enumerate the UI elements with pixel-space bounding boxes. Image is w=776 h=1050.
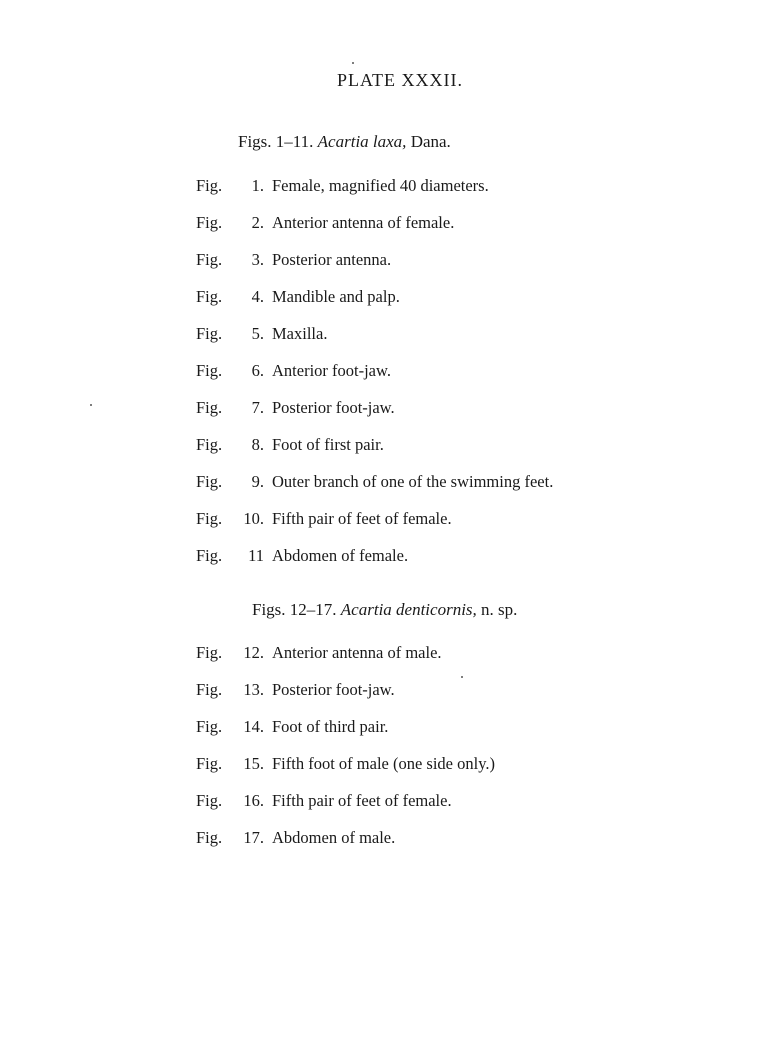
fig-number: 16. xyxy=(243,791,264,810)
fig-description: Abdomen of male. xyxy=(272,828,396,847)
figure-entry xyxy=(196,546,553,583)
print-speck xyxy=(461,676,463,678)
fig-number: 15. xyxy=(243,754,264,773)
fig-number: 1. xyxy=(251,176,264,195)
figure-range: Figs. 1–11. xyxy=(238,132,314,151)
fig-number: 2. xyxy=(251,213,264,232)
figure-entry xyxy=(196,472,553,509)
fig-number: 4. xyxy=(251,287,264,306)
figure-entry xyxy=(196,250,553,287)
figure-entry xyxy=(196,754,495,791)
fig-label: Fig. xyxy=(196,643,223,662)
fig-number: 11 xyxy=(248,546,264,565)
fig-description: Posterior antenna. xyxy=(272,250,392,269)
figure-entry xyxy=(196,176,553,213)
figure-entry xyxy=(196,509,553,546)
fig-label: Fig. xyxy=(196,287,223,306)
figure-entry xyxy=(196,791,495,828)
fig-number: 9. xyxy=(251,472,264,491)
figure-list xyxy=(196,176,553,583)
fig-description: Foot of first pair. xyxy=(272,435,384,454)
fig-label: Fig. xyxy=(196,176,223,195)
figure-entry xyxy=(196,398,553,435)
fig-number: 3. xyxy=(251,250,264,269)
figure-entry xyxy=(196,287,553,324)
figure-entry xyxy=(196,717,495,754)
fig-label: Fig. xyxy=(196,546,223,565)
fig-number: 7. xyxy=(251,398,264,417)
fig-label: Fig. xyxy=(196,828,223,847)
fig-label: Fig. xyxy=(196,398,223,417)
fig-label: Fig. xyxy=(196,717,223,736)
fig-label: Fig. xyxy=(196,754,223,773)
fig-label: Fig. xyxy=(196,472,223,491)
fig-description: Foot of third pair. xyxy=(272,717,389,736)
fig-description: Fifth pair of feet of female. xyxy=(272,791,452,810)
fig-description: Abdomen of female. xyxy=(272,546,409,565)
figure-list xyxy=(196,643,495,865)
print-speck xyxy=(352,62,354,64)
fig-number: 10. xyxy=(243,509,264,528)
section-heading xyxy=(238,132,451,152)
figure-range: Figs. 12–17. xyxy=(252,600,337,619)
fig-label: Fig. xyxy=(196,324,223,343)
fig-description: Posterior foot-jaw. xyxy=(272,680,395,699)
fig-label: Fig. xyxy=(196,791,223,810)
species-authority: Dana. xyxy=(410,132,451,151)
species-name: Acartia laxa, xyxy=(317,132,407,151)
fig-number: 12. xyxy=(243,643,264,662)
fig-label: Fig. xyxy=(196,509,223,528)
fig-number: 14. xyxy=(243,717,264,736)
figure-entry xyxy=(196,435,553,472)
plate-title: PLATE XXXII. xyxy=(337,70,463,90)
fig-label: Fig. xyxy=(196,435,223,454)
figure-entry xyxy=(196,643,495,680)
fig-label: Fig. xyxy=(196,250,223,269)
fig-description: Female, magnified 40 diameters. xyxy=(272,176,489,195)
fig-number: 5. xyxy=(251,324,264,343)
figure-entry xyxy=(196,361,553,398)
fig-description: Anterior foot-jaw. xyxy=(272,361,391,380)
species-name: Acartia denticornis, xyxy=(340,600,477,619)
figure-entry xyxy=(196,828,495,865)
fig-number: 8. xyxy=(251,435,264,454)
fig-description: Maxilla. xyxy=(272,324,328,343)
print-speck xyxy=(90,404,92,406)
species-authority: n. sp. xyxy=(481,600,518,619)
section-heading xyxy=(252,600,517,620)
fig-number: 17. xyxy=(243,828,264,847)
figure-entry xyxy=(196,213,553,250)
fig-description: Fifth pair of feet of female. xyxy=(272,509,452,528)
fig-description: Outer branch of one of the swimming feet. xyxy=(272,472,554,491)
fig-description: Anterior antenna of female. xyxy=(272,213,455,232)
figure-entry xyxy=(196,324,553,361)
fig-description: Mandible and palp. xyxy=(272,287,400,306)
fig-label: Fig. xyxy=(196,361,223,380)
fig-description: Anterior antenna of male. xyxy=(272,643,442,662)
fig-label: Fig. xyxy=(196,213,223,232)
fig-label: Fig. xyxy=(196,680,223,699)
fig-number: 6. xyxy=(251,361,264,380)
figure-entry xyxy=(196,680,495,717)
fig-description: Fifth foot of male (one side only.) xyxy=(272,754,496,773)
fig-description: Posterior foot-jaw. xyxy=(272,398,395,417)
fig-number: 13. xyxy=(243,680,264,699)
